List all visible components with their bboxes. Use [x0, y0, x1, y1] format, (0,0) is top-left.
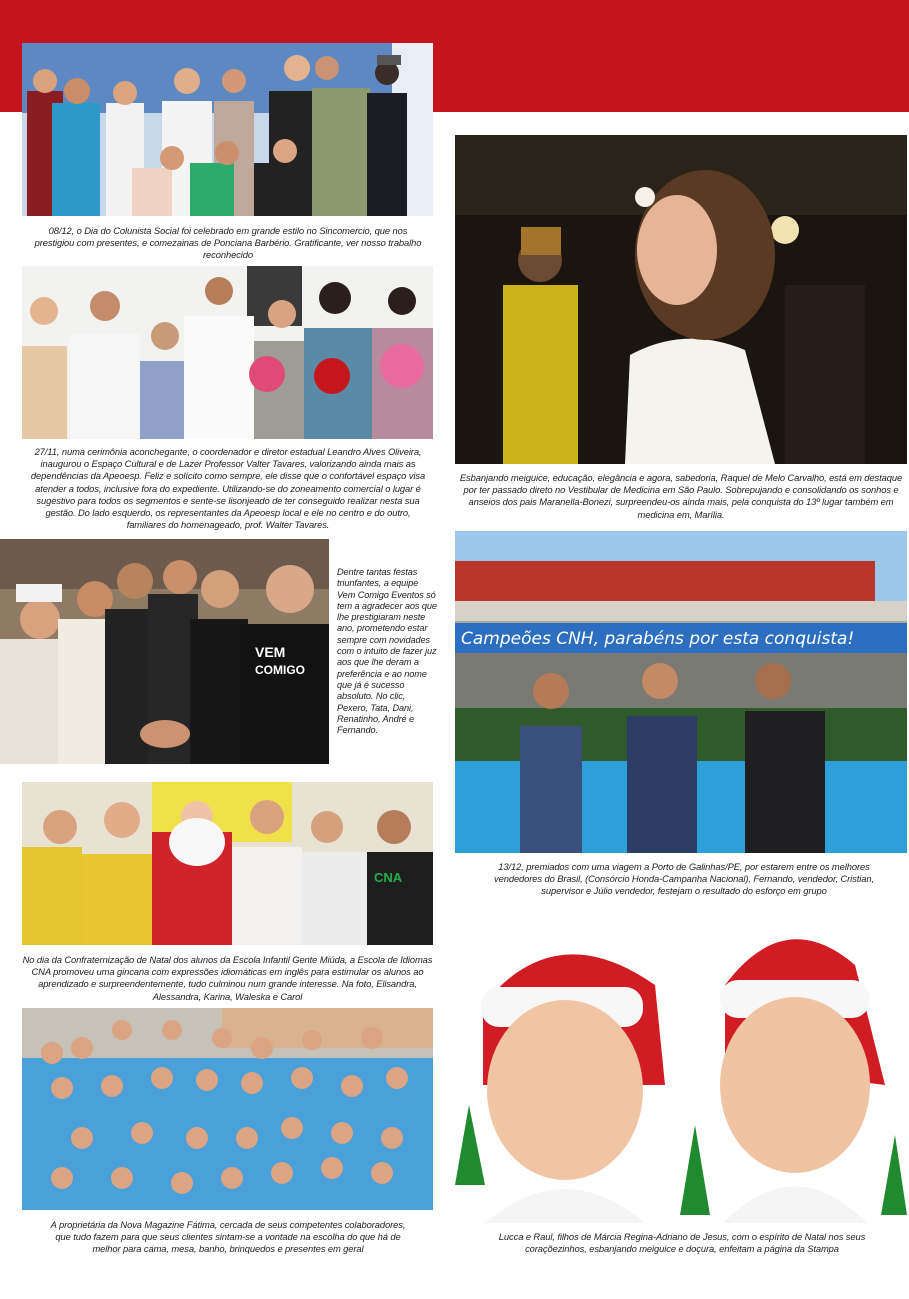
- caption-lucca-raul: Lucca e Raul, filhos de Márcia Regina-Adriano de Jesus, com o espírito de Natal nos seus coraçõezinhos, esbanjando meiguice e doçura, enfeitam a página da Stampa: [498, 1231, 866, 1255]
- photo-espaco-cultural: [22, 266, 433, 439]
- cna-shirt-text: CNA: [374, 870, 403, 885]
- caption-colunista-social: 08/12, o Dia do Colunista Social foi celebrado em grande estilo no Sincomercio, que nos prestigiou com presentes, e comezainas de Ponciana Barbério. Gratificante, ver nosso trabalho reconhecido: [34, 225, 422, 261]
- caption-campeoes-cnh: 13/12, premiados com uma viagem a Porto de Galinhas/PE, por estarem entre os melhores vendedores do Brasil, (Consórcio Honda-Campanha Nacional), Fernando, vendedor, Cristian, supervisor e Júlio vendedor, festejam o resultado do esforço em grupo: [494, 861, 874, 897]
- caption-espaco-cultural: 27/11, numa cerimônia aconchegante, o coordenador e diretor estadual Leandro Alves Oliveira, inaugurou o Espaço Cultural e de Lazer Professor Valter Tavares, valorizando ainda mais as dependências da Apeoesp. Feliz e solícito como sempre, ele disse que o confortável espaço visa atender a todos, inclusive fora do expediente. Utilizando-se do zoneamento comercial o lugar é sugestivo para todos os segmentos e sente-se lisonjeado de ter conseguido realizar nesta sua gestão. Do lado esquerdo, os representantes da Apeoesp local e ele no centro e do outro, familiares do homenageado, prof. Walter Tavares.: [30, 446, 426, 531]
- svg-text:VEM: VEM: [255, 644, 286, 660]
- caption-raquel: Esbanjando meiguice, educação, elegância e agora, sabedoria, Raquel de Melo Carvalho, está em destaque por ter passado direto no Vestibular de Medicina em São Paulo. Sobrepujando e consolidando os sonhos e anseios dos pais Maranella-Bonezi, surpreendeu-os ainda mais, pela conquista do 13º lugar também em medicina em, Marília.: [459, 472, 903, 520]
- caption-cna: No dia da Confraternização de Natal dos alunos da Escola Infantil Gente Miúda, a Escola de Idiomas CNA promoveu uma gincana com expressões idiomáticas em inglês para estimular os alunos ao aprendizado e surpreendentemente, tudo culminou num grande interesse. Na foto, Elisandra, Alessandra, Karina, Waleska e Carol: [22, 954, 433, 1002]
- photo-colunista-social: [22, 43, 433, 216]
- svg-text:COMIGO: COMIGO: [255, 663, 305, 677]
- photo-nova-magazine: [22, 1008, 433, 1210]
- banner-text: Campeões CNH, parabéns por esta conquista!: [461, 629, 855, 649]
- photo-raquel: [455, 135, 907, 464]
- photo-campeoes-cnh: [455, 531, 907, 853]
- photo-vem-comigo: [0, 539, 329, 764]
- photo-cna: [22, 782, 433, 945]
- photo-lucca-raul: [455, 925, 907, 1223]
- caption-vem-comigo: Dentre tantas festas triunfantes, a equipe Vem Comigo Eventos só tem a agradecer aos que lhe prestigiaram neste ano, prometendo estar sempre com novidades com o intuito de fazer juz aos que lhe deram a preferência e ao nome que já é sucesso absoluto. No clic, Pexero, Tata, Dani, Renatinho, André e Fernando.: [337, 567, 437, 736]
- caption-nova-magazine: A proprietária da Nova Magazine Fátima, cercada de seus competentes colaboradores, que tudo fazem para que seus clientes sintam-se a vontade na escolha do que há de melhor para cama, mesa, banho, brinquedos e presentes em geral: [50, 1219, 406, 1255]
